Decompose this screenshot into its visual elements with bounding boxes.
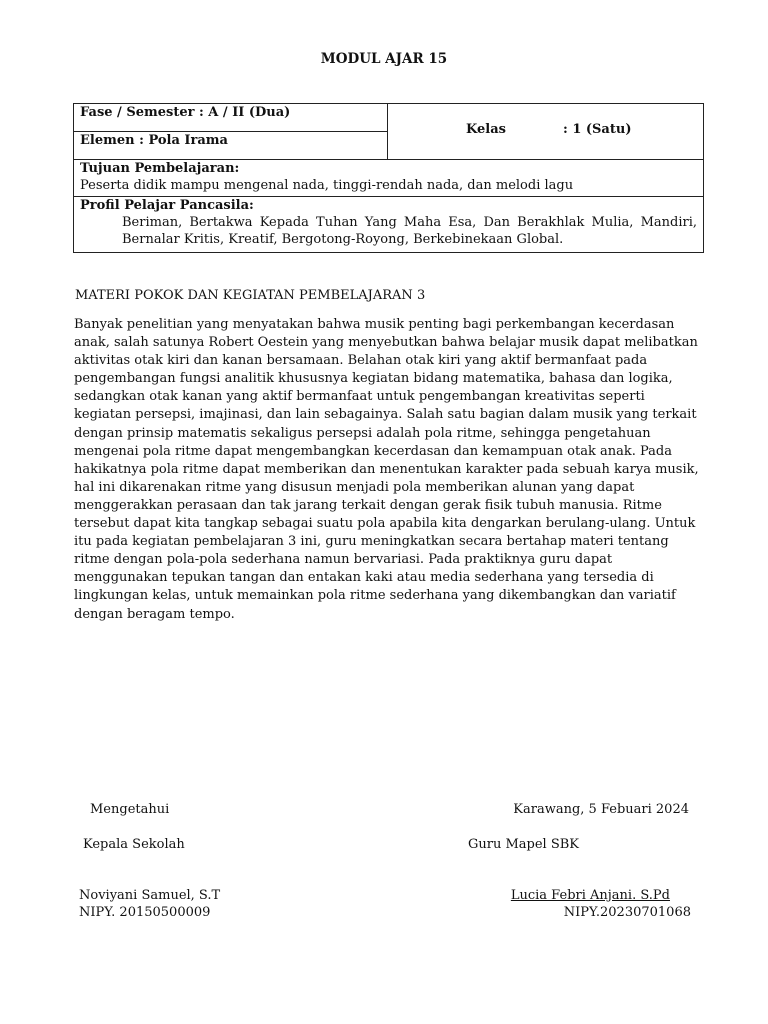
module-info-table: [73, 103, 704, 253]
principal-name: Noviyani Samuel, S.T: [79, 888, 221, 903]
place-date: Karawang, 5 Febuari 2024: [513, 802, 689, 817]
section-heading: MATERI POKOK DAN KEGIATAN PEMBELAJARAN 3: [75, 288, 426, 303]
kelas-value: : 1 (Satu): [563, 122, 632, 137]
fase-semester-cell: Fase / Semester : A / II (Dua): [74, 104, 388, 132]
teacher-nip: NIPY.20230701068: [563, 905, 691, 920]
profil-cell: [74, 197, 703, 252]
teacher-name: Lucia Febri Anjani. S.Pd: [510, 888, 670, 903]
kepala-sekolah-label: Kepala Sekolah: [83, 837, 185, 852]
kelas-cell: [388, 104, 703, 160]
principal-nip: NIPY. 20150500009: [79, 905, 211, 920]
guru-mapel-label: Guru Mapel SBK: [468, 837, 580, 852]
tujuan-text: Peserta didik mampu mengenal nada, tinggi-rendah nada, dan melodi lagu: [80, 178, 574, 193]
mengetahui-label: Mengetahui: [90, 802, 170, 817]
tujuan-heading: Tujuan Pembelajaran:: [80, 161, 240, 176]
elemen-cell: Elemen : Pola Irama: [74, 132, 388, 160]
profil-text: Beriman, Bertakwa Kepada Tuhan Yang Maha Esa, Dan Berakhlak Mulia, Mandiri, Bernalar Kritis, Kreatif, Bergotong-Royong, Berkebinekaan Global.: [122, 215, 697, 247]
kelas-label: Kelas: [466, 122, 506, 137]
document-title: MODUL AJAR 15: [320, 51, 448, 67]
profil-heading: Profil Pelajar Pancasila:: [80, 198, 254, 213]
tujuan-cell: [74, 160, 703, 197]
body-paragraph: Banyak penelitian yang menyatakan bahwa musik penting bagi perkembangan kecerdasan anak, salah satunya Robert Oestein yang menyebutkan bahwa belajar musik dapat melibatkan aktivitas otak kiri dan kanan bersamaan. Belahan otak kiri yang aktif bermanfaat pada pengembangan fungsi analitik khususnya kegiatan bidang matematika, bahasa dan logika, sedangkan otak kanan yang aktif bermanfaat untuk pengembangan kreativitas seperti kegiatan persepsi, imajinasi, dan lain sebagainya. Salah satu bagian dalam musik yang terkait dengan prinsip matematis sekaligus persepsi adalah pola ritme, sehingga pengetahuan mengenai pola ritme dapat mengembangkan kecerdasan dan kemampuan otak anak. Pada hakikatnya pola ritme dapat memberikan dan menentukan karakter pada sebuah karya musik, hal ini dikarenakan ritme yang disusun menjadi pola memberikan alunan yang dapat menggerakkan perasaan dan tak jarang terkait dengan gerak fisik tubuh manusia. Ritme tersebut dapat kita tangkap sebagai suatu pola apabila kita dengarkan berulang-ulang. Untuk itu pada kegiatan pembelajaran 3 ini, guru meningkatkan secara bertahap materi tentang ritme dengan pola-pola sederhana namun bervariasi. Pada praktiknya guru dapat menggunakan tepukan tangan dan entakan kaki atau media sederhana yang tersedia di lingkungan kelas, untuk memainkan pola ritme sederhana yang dikembangkan dan variatif dengan beragam tempo.: [74, 317, 699, 622]
